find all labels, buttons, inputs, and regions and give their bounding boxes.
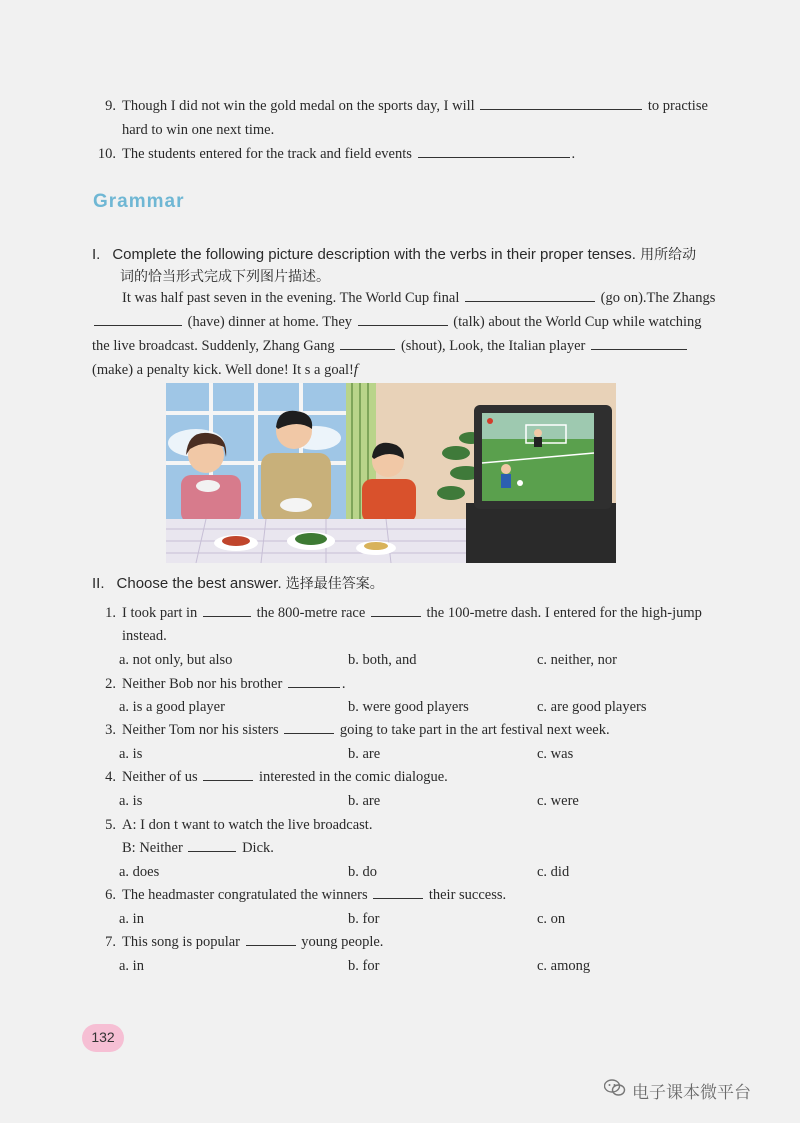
question-6: 6. The headmaster congratulated the winners their success. [105,887,507,903]
section2-instruction: II. Choose the best answer. 选择最佳答案。 [92,575,384,592]
answer-blank[interactable] [203,615,251,617]
option-c[interactable]: c. are good players [537,699,647,715]
option-c[interactable]: c. neither, nor [537,652,617,668]
paragraph-line-4: (make) a penalty kick. Well done! It s a goal!f [92,362,358,378]
answer-blank[interactable] [358,324,448,326]
option-a[interactable]: a. is [119,793,143,809]
option-a[interactable]: a. does [119,864,160,880]
answer-blank[interactable] [246,944,296,946]
paragraph-line-1: It was half past seven in the evening. The World Cup final (go on).The Zhangs [122,290,716,306]
option-b[interactable]: b. do [348,864,377,880]
answer-blank[interactable] [591,348,687,350]
family-watching-tv-illustration [166,383,616,563]
option-a[interactable]: a. in [119,911,144,927]
question-1-line2: instead. [122,628,167,644]
question-3: 3. Neither Tom nor his sisters going to take part in the art festival next week. [105,722,610,738]
answer-blank[interactable] [203,779,253,781]
section1-instruction-cn: 词的恰当形式完成下列图片描述。 [120,269,330,285]
question-7: 7. This song is popular young people. [105,934,384,950]
option-c[interactable]: c. was [537,746,574,762]
option-b[interactable]: b. for [348,958,380,974]
option-c[interactable]: c. did [537,864,570,880]
vocab-item-10: 10. The students entered for the track and field events . [97,146,576,162]
answer-blank[interactable] [373,897,423,899]
option-b[interactable]: b. are [348,793,381,809]
option-a[interactable]: a. is a good player [119,699,225,715]
question-5: 5. A: I don t want to watch the live broadcast. [105,817,373,833]
section1-instruction: I. Complete the following picture description with the verbs in their proper tenses. 用所给动 [92,246,697,263]
option-a[interactable]: a. is [119,746,143,762]
paragraph-line-2: (have) dinner at home. They (talk) about the World Cup while watching [92,314,702,331]
question-2: 2. Neither Bob nor his brother . [105,676,346,692]
vocab-item-9-line2: hard to win one next time. [122,122,275,138]
option-b[interactable]: b. both, and [348,652,417,668]
answer-blank[interactable] [371,615,421,617]
paragraph-line-3: the live broadcast. Suddenly, Zhang Gang (shout), Look, the Italian player [92,338,689,355]
option-c[interactable]: c. on [537,911,566,927]
question-4: 4. Neither of us interested in the comic dialogue. [105,769,448,785]
option-c[interactable]: c. were [537,793,579,809]
watermark: 电子课本微平台 [604,1078,751,1103]
option-b[interactable]: b. are [348,746,381,762]
wechat-icon [604,1079,626,1102]
answer-blank[interactable] [188,850,236,852]
answer-blank[interactable] [284,732,334,734]
option-a[interactable]: a. not only, but also [119,652,233,668]
answer-blank[interactable] [418,156,570,158]
answer-blank[interactable] [480,108,642,110]
option-b[interactable]: b. for [348,911,380,927]
vocab-item-9: 9. Though I did not win the gold medal on the sports day, I will to practise [105,98,708,114]
option-a[interactable]: a. in [119,958,144,974]
question-5-line2: B: Neither Dick. [122,840,274,856]
answer-blank[interactable] [340,348,395,350]
answer-blank[interactable] [465,300,595,302]
answer-blank[interactable] [288,686,340,688]
option-c[interactable]: c. among [537,958,591,974]
answer-blank[interactable] [94,324,182,326]
section-heading-grammar: Grammar [93,191,185,212]
option-b[interactable]: b. were good players [348,699,469,715]
page-number: 132 [82,1024,124,1052]
question-1: 1. I took part in the 800-metre race the 100-metre dash. I entered for the high-jump [105,605,702,621]
